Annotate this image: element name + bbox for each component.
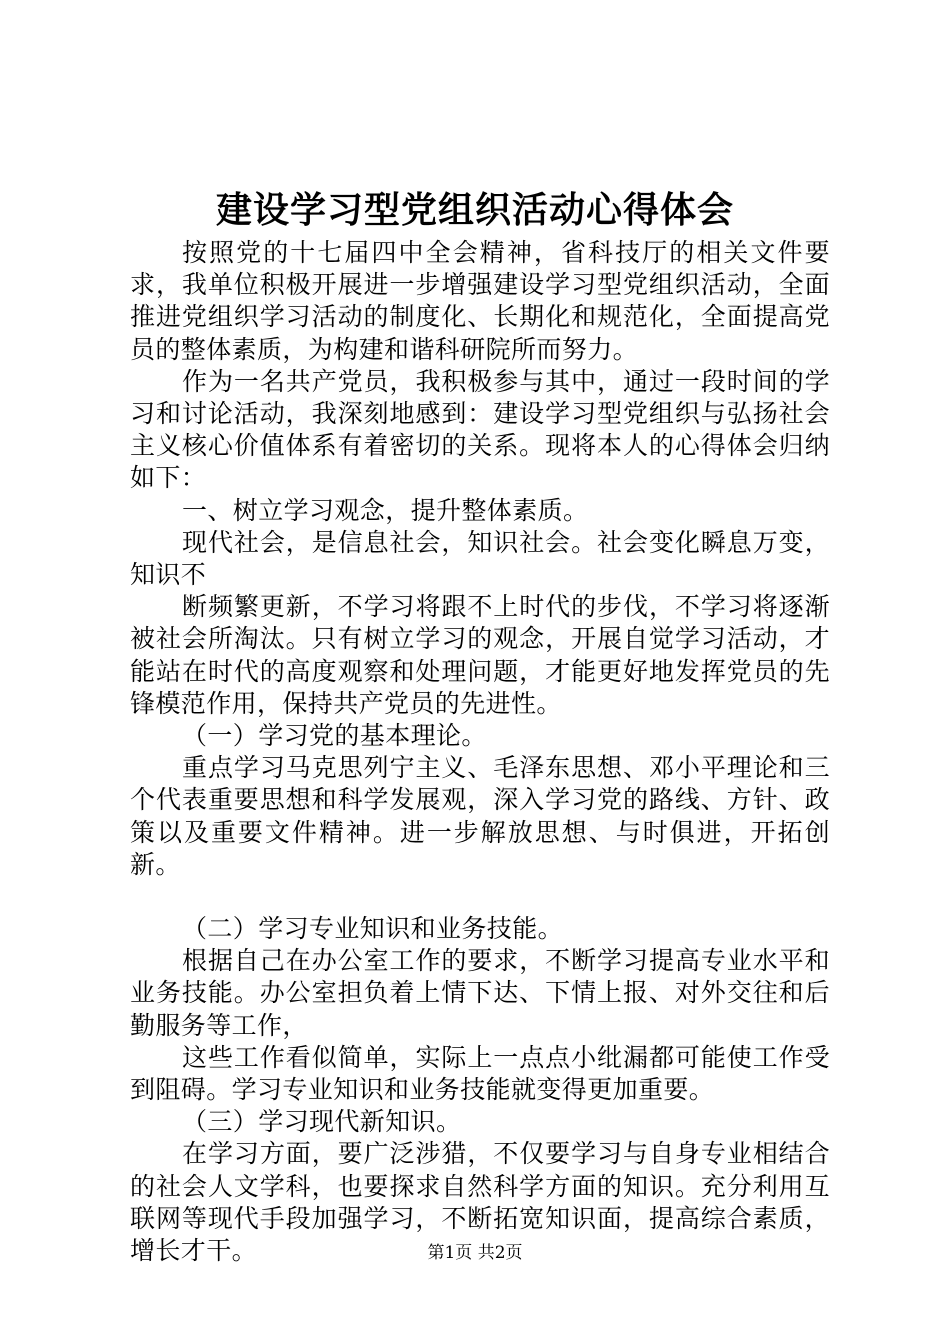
document-body [130, 237, 830, 1267]
paragraph: 在学习方面，要广泛涉猎，不仅要学习与自身专业相结合的社会人文学科，也要探求自然科学方面的知识。充分利用互联网等现代手段加强学习，不断拓宽知识面，提高综合素质，增长才干。 [130, 1139, 830, 1266]
blank-line [130, 881, 830, 913]
paragraph: 现代社会，是信息社会，知识社会。社会变化瞬息万变，知识不 [130, 527, 830, 590]
paragraph: 这些工作看似简单，实际上一点点小纰漏都可能使工作受到阻碍。学习专业知识和业务技能就变得更加重要。 [130, 1042, 830, 1105]
paragraph: 根据自己在办公室工作的要求，不断学习提高专业水平和业务技能。办公室担负着上情下达、下情上报、对外交往和后勤服务等工作， [130, 946, 830, 1040]
subsection-heading: （二）学习专业知识和业务技能。 [182, 914, 564, 944]
paragraph: 重点学习马克思列宁主义、毛泽东思想、邓小平理论和三个代表重要思想和科学发展观，深入学习党的路线、方针、政策以及重要文件精神。进一步解放思想、与时俱进，开拓创新。 [130, 753, 830, 879]
paragraph: 断频繁更新，不学习将跟不上时代的步伐，不学习将逐渐被社会所淘汰。只有树立学习的观念，开展自觉学习活动，才能站在时代的高度观察和处理问题，才能更好地发挥党员的先锋模范作用，保持共产党员的先进性。 [130, 592, 830, 718]
subsection-heading: （三）学习现代新知识。 [182, 1107, 462, 1137]
paragraph: 按照党的十七届四中全会精神，省科技厅的相关文件要求，我单位积极开展进一步增强建设学习型党组织活动，全面推进党组织学习活动的制度化、长期化和规范化，全面提高党员的整体素质，为构建和谐科研院所而努力。 [130, 238, 830, 364]
document-title: 建设学习型党组织活动心得体会 [215, 189, 734, 231]
paragraph: 作为一名共产党员，我积极参与其中，通过一段时间的学习和讨论活动，我深刻地感到：建设学习型党组织与弘扬社会主义核心价值体系有着密切的关系。现将本人的心得体会归纳如下： [130, 366, 830, 493]
section-heading: 一、树立学习观念，提升整体素质。 [182, 495, 589, 525]
subsection-heading: （一）学习党的基本理论。 [182, 721, 487, 751]
page-footer: 第1页 共2页 [427, 1243, 523, 1263]
